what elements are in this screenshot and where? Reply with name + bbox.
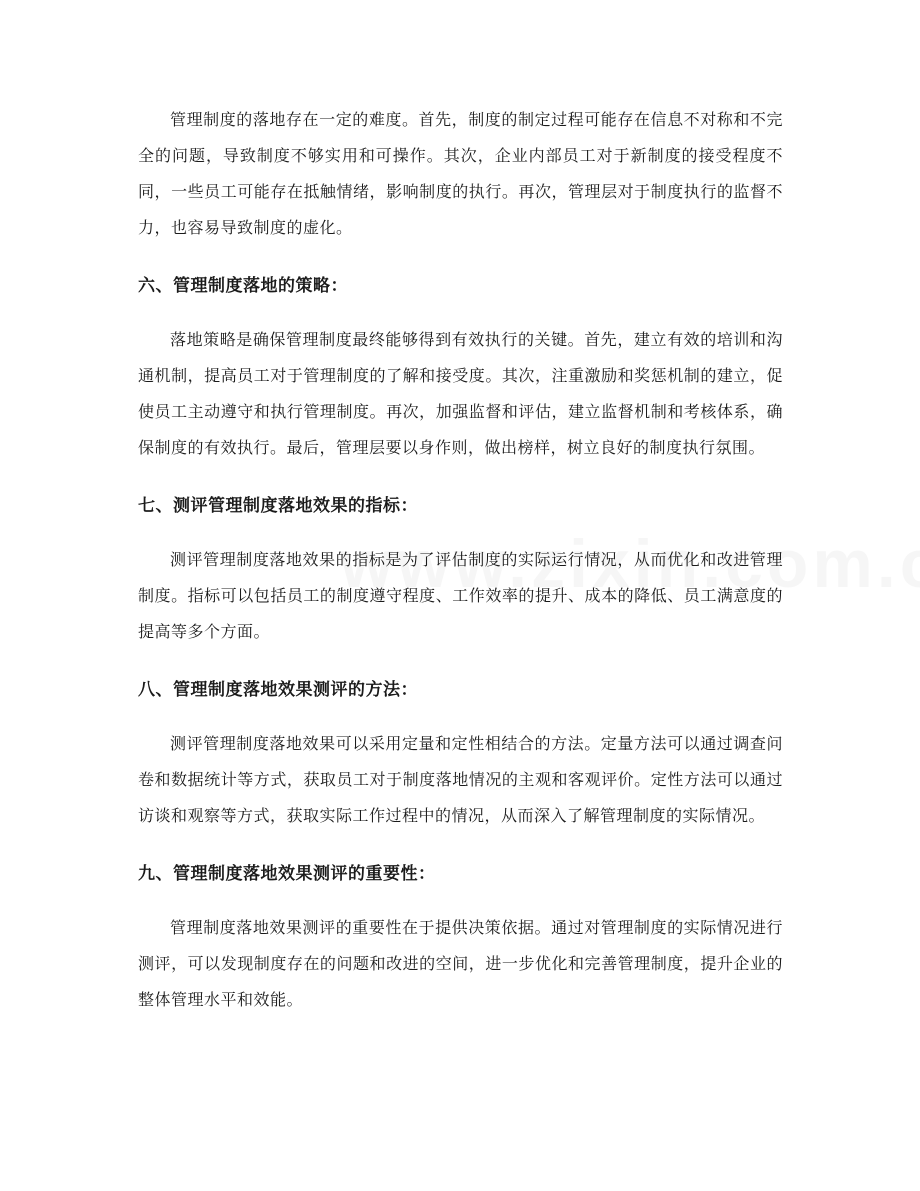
intro-paragraph: 管理制度的落地存在一定的难度。首先，制度的制定过程可能存在信息不对称和不完全的问题，导致制度不够实用和可操作。其次，企业内部员工对于新制度的接受程度不同，一些员工可能存在抵触情绪，影响制度的执行。再次，管理层对于制度执行的监督不力，也容易导致制度的虚化。 bbox=[138, 110, 783, 237]
document-content bbox=[138, 102, 783, 1018]
section-body-9: 管理制度落地效果测评的重要性在于提供决策依据。通过对管理制度的实际情况进行测评，可以发现制度存在的问题和改进的空间，进一步优化和完善管理制度，提升企业的整体管理水平和效能。 bbox=[138, 918, 783, 1009]
section-heading-6: 六、管理制度落地的策略： bbox=[138, 276, 348, 296]
section-body-6: 落地策略是确保管理制度最终能够得到有效执行的关键。首先，建立有效的培训和沟通机制，提高员工对于管理制度的了解和接受度。其次，注重激励和奖惩机制的建立，促使员工主动遵守和执行管理制度。再次，加强监督和评估，建立监督机制和考核体系，确保制度的有效执行。最后，管理层要以身作则，做出榜样，树立良好的制度执行氛围。 bbox=[138, 330, 783, 457]
section-heading-7: 七、测评管理制度落地效果的指标： bbox=[138, 496, 418, 516]
section-body-7: 测评管理制度落地效果的指标是为了评估制度的实际运行情况，从而优化和改进管理制度。指标可以包括员工的制度遵守程度、工作效率的提升、成本的降低、员工满意度的提高等多个方面。 bbox=[138, 550, 783, 641]
section-heading-9: 九、管理制度落地效果测评的重要性： bbox=[138, 864, 436, 884]
section-heading-8: 八、管理制度落地效果测评的方法： bbox=[138, 680, 418, 700]
section-body-8: 测评管理制度落地效果可以采用定量和定性相结合的方法。定量方法可以通过调查问卷和数据统计等方式，获取员工对于制度落地情况的主观和客观评价。定性方法可以通过访谈和观察等方式，获取实际工作过程中的情况，从而深入了解管理制度的实际情况。 bbox=[138, 734, 783, 825]
